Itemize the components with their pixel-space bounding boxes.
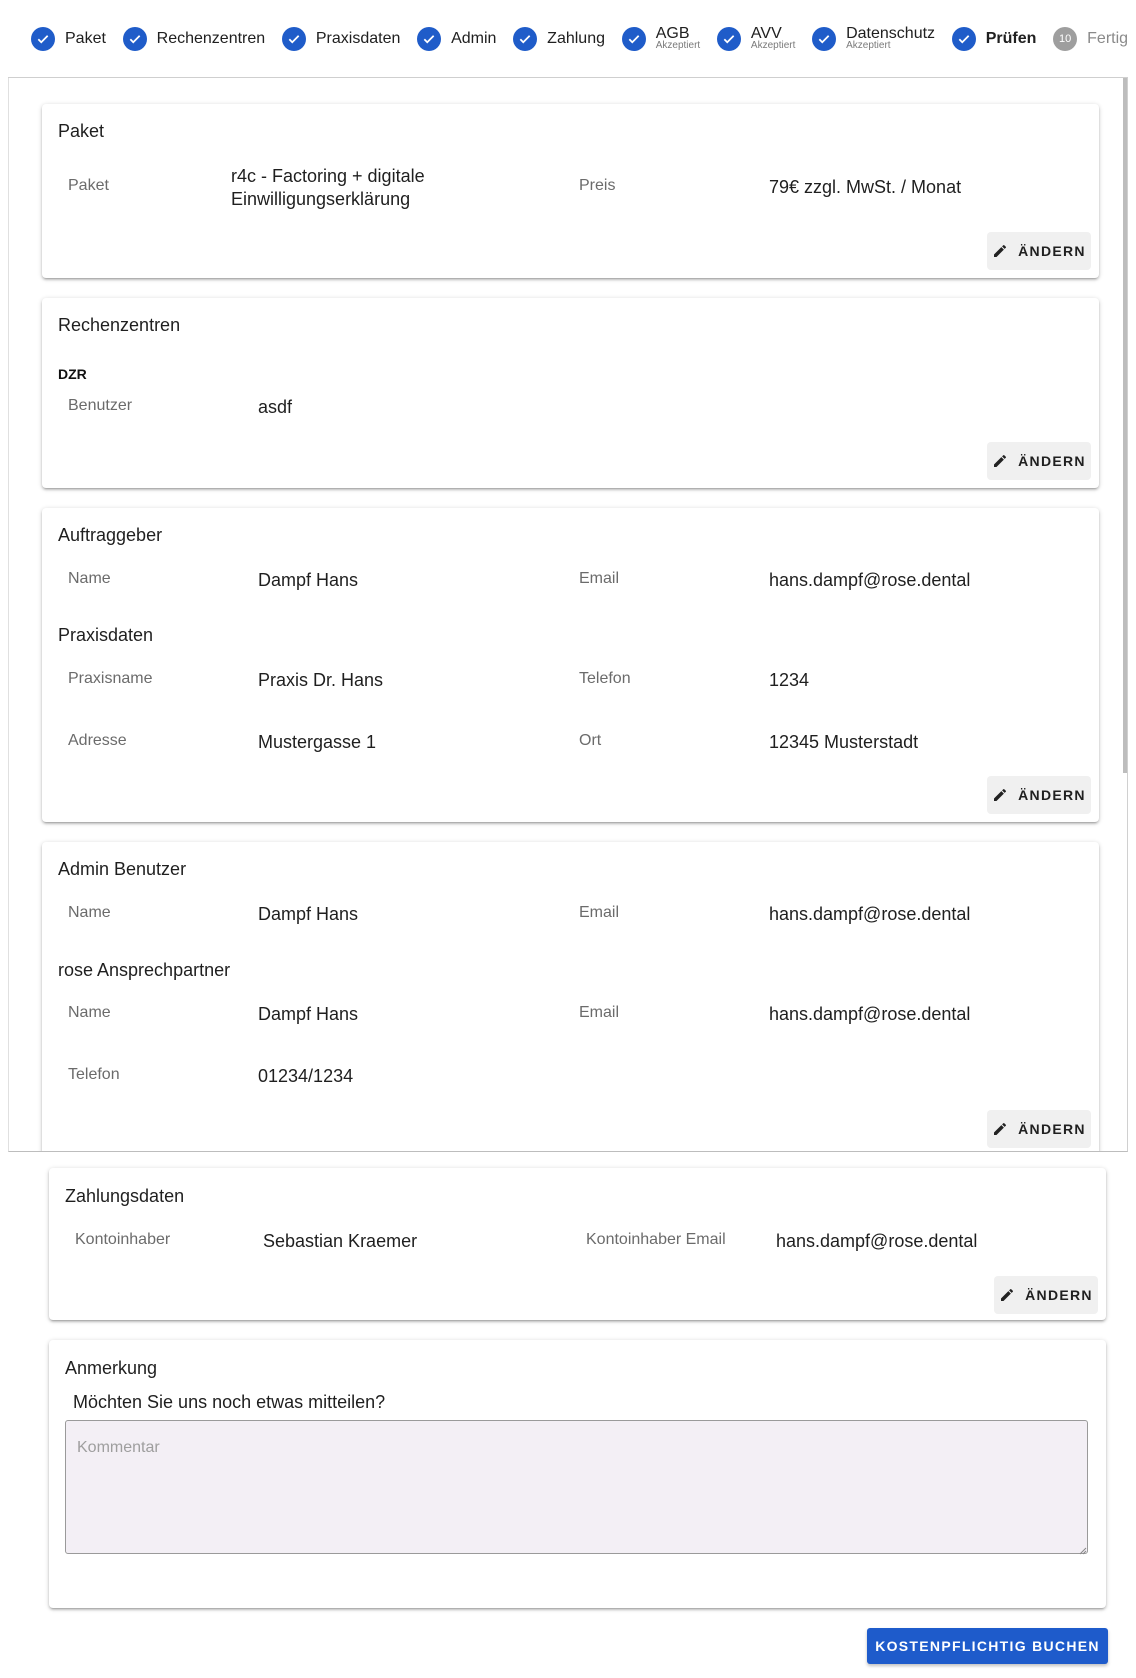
paket-value	[231, 165, 425, 211]
ort-value: 12345 Musterstadt	[769, 732, 919, 752]
edit-rechenzentren-button[interactable]	[987, 442, 1091, 480]
step-pruefen[interactable]	[952, 27, 1037, 51]
resize-grip-icon[interactable]	[1077, 1542, 1087, 1552]
step-label: Admin	[451, 29, 497, 47]
check-icon	[812, 27, 836, 51]
preis-label: Preis	[579, 177, 616, 194]
adresse-value: Mustergasse 1	[258, 732, 377, 752]
edit-label: ÄNDERN	[1018, 243, 1086, 259]
card-title: Paket	[58, 121, 105, 141]
zahlung-card	[49, 1168, 1106, 1320]
kontoinhaber-value: Sebastian Kraemer	[263, 1231, 418, 1251]
anmerkung-card	[49, 1340, 1106, 1608]
email-value: hans.dampf@rose.dental	[769, 904, 971, 924]
pencil-icon	[999, 1287, 1015, 1303]
step-datenschutz[interactable]	[812, 26, 935, 51]
step-label: Rechenzentren	[156, 29, 266, 47]
kontoinhaber-email-label: Kontoinhaber Email	[586, 1231, 726, 1248]
step-sublabel: Akzeptiert	[750, 40, 796, 51]
rechenzentren-card	[42, 298, 1099, 488]
stepper	[8, 0, 1128, 78]
auftraggeber-card	[42, 508, 1099, 822]
check-icon	[123, 27, 147, 51]
step-rechenzentren[interactable]	[123, 27, 266, 51]
check-icon	[513, 27, 537, 51]
section-title: rose Ansprechpartner	[58, 960, 231, 980]
step-label: Prüfen	[985, 29, 1037, 47]
edit-admin-button[interactable]	[987, 1110, 1091, 1148]
check-icon	[622, 27, 646, 51]
step-label: Datenschutz	[846, 25, 936, 42]
name-value: Dampf Hans	[258, 904, 359, 924]
step-label: Zahlung	[547, 29, 605, 47]
step-avv[interactable]	[717, 26, 795, 51]
adresse-label: Adresse	[68, 732, 127, 749]
kontoinhaber-label: Kontoinhaber	[75, 1231, 171, 1248]
pencil-icon	[992, 243, 1008, 259]
edit-paket-button[interactable]	[987, 232, 1091, 270]
step-paket[interactable]	[31, 27, 106, 51]
comment-question: Möchten Sie uns noch etwas mitteilen?	[73, 1392, 386, 1412]
step-label: Paket	[65, 29, 106, 47]
name-value: Dampf Hans	[258, 570, 359, 590]
pencil-icon	[992, 787, 1008, 803]
step-fertig	[1053, 27, 1128, 51]
step-label: Fertig	[1087, 29, 1129, 47]
comment-textarea[interactable]	[65, 1420, 1088, 1554]
edit-label: ÄNDERN	[1025, 1287, 1093, 1303]
edit-auftraggeber-button[interactable]	[987, 776, 1091, 814]
contact-email-label: Email	[579, 1004, 620, 1021]
check-icon	[282, 27, 306, 51]
step-zahlung[interactable]	[513, 27, 605, 51]
step-agb[interactable]	[622, 26, 700, 51]
section-title: Praxisdaten	[58, 625, 154, 645]
step-sublabel: Akzeptiert	[846, 40, 891, 51]
contact-name-label: Name	[68, 1004, 111, 1021]
card-title: Auftraggeber	[58, 525, 163, 545]
check-icon	[417, 27, 441, 51]
preis-value: 79€ zzgl. MwSt. / Monat	[769, 177, 962, 197]
contact-telefon-value: 01234/1234	[258, 1066, 354, 1086]
contact-email-value: hans.dampf@rose.dental	[769, 1004, 971, 1024]
step-praxisdaten[interactable]	[282, 27, 401, 51]
telefon-value: 1234	[769, 670, 810, 690]
name-label: Name	[68, 570, 111, 587]
paket-card	[42, 104, 1099, 278]
card-title: Anmerkung	[65, 1358, 158, 1378]
pencil-icon	[992, 1121, 1008, 1137]
praxisname-label: Praxisname	[68, 670, 153, 687]
card-title: Admin Benutzer	[58, 859, 187, 879]
scrollbar[interactable]	[1123, 78, 1127, 773]
benutzer-label: Benutzer	[68, 397, 133, 414]
edit-label: ÄNDERN	[1018, 1121, 1086, 1137]
admin-card	[42, 842, 1099, 1152]
email-label: Email	[579, 570, 620, 587]
check-icon	[717, 27, 741, 51]
card-title: Zahlungsdaten	[65, 1186, 185, 1206]
benutzer-value: asdf	[258, 397, 293, 417]
step-label: AGB	[655, 25, 690, 42]
step-number: 10	[1053, 27, 1077, 51]
check-icon	[31, 27, 55, 51]
edit-label: ÄNDERN	[1018, 787, 1086, 803]
paket-value-line: r4c - Factoring + digitale	[231, 166, 425, 186]
contact-name-value: Dampf Hans	[258, 1004, 359, 1024]
step-label: Praxisdaten	[315, 29, 401, 47]
telefon-label: Telefon	[579, 670, 631, 687]
contact-telefon-label: Telefon	[68, 1066, 120, 1083]
step-label: AVV	[750, 25, 782, 42]
step-sublabel: Akzeptiert	[655, 40, 701, 51]
email-value: hans.dampf@rose.dental	[769, 570, 971, 590]
card-title: Rechenzentren	[58, 315, 181, 335]
book-button[interactable]: KOSTENPFLICHTIG BUCHEN	[867, 1628, 1108, 1664]
pencil-icon	[992, 453, 1008, 469]
kontoinhaber-email-value: hans.dampf@rose.dental	[776, 1231, 978, 1251]
paket-label: Paket	[68, 177, 109, 194]
paket-value-line: Einwilligungserklärung	[231, 189, 411, 209]
name-label: Name	[68, 904, 111, 921]
step-admin[interactable]	[417, 27, 496, 51]
review-panel	[8, 78, 1128, 1152]
group-title: DZR	[58, 366, 87, 382]
check-icon	[952, 27, 976, 51]
email-label: Email	[579, 904, 620, 921]
praxisname-value: Praxis Dr. Hans	[258, 670, 384, 690]
ort-label: Ort	[579, 732, 602, 749]
edit-zahlung-button[interactable]	[994, 1276, 1098, 1314]
edit-label: ÄNDERN	[1018, 453, 1086, 469]
